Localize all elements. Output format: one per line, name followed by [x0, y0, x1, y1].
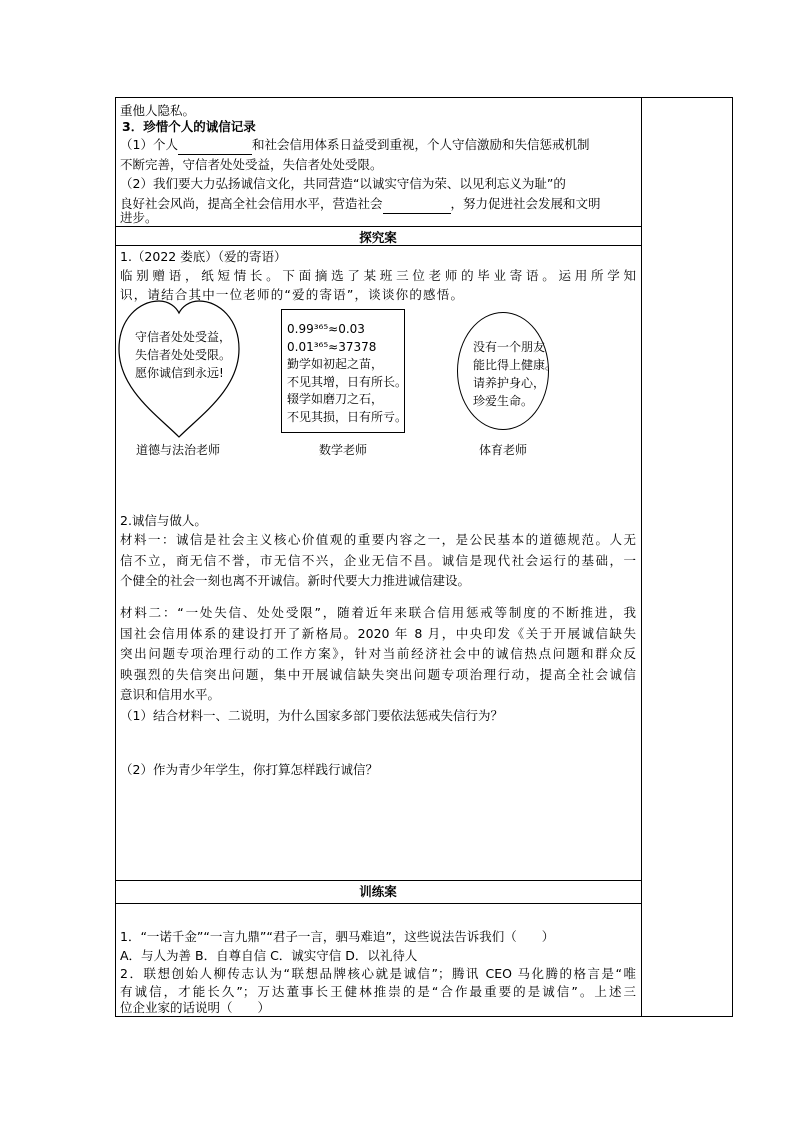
material-1-line3: 个健全的社会一刻也离不开诚信。新时代要大力推进诚信建设。 [120, 573, 471, 588]
row-divider-training-body [115, 903, 641, 904]
paragraph-1-line2: 不断完善，守信者处处受益，失信者处处受限。 [120, 157, 383, 172]
section-heading-3: 3．珍惜个人的诚信记录 [122, 119, 256, 134]
question-1-title: 1.（2022 娄底）（爱的寄语） [120, 249, 287, 264]
training-header: 训练案 [359, 884, 397, 899]
material-2-line4: 映强烈的失信突出问题，集中开展诚信缺失突出问题专项治理行动，提高全社会诚信 [120, 667, 636, 682]
sub-question-2: （2）作为青少年学生，你打算怎样践行诚信？ [120, 762, 378, 777]
material-2-line2: 国社会信用体系的建设打开了新格局。2020 年 8 月，中央印发《关于开展诚信缺失 [120, 626, 636, 641]
training-question-1-options: A．与人为善 B．自尊自信 C．诚实守信 D．以礼待人 [120, 948, 418, 963]
caption-ethics-teacher: 道德与法治老师 [135, 443, 220, 457]
training-question-2-line1: 2．联想创始人柳传志认为“联想品牌核心就是诚信”；腾讯 CEO 马化腾的格言是“唯 [120, 966, 636, 981]
explore-header: 探究案 [359, 230, 397, 245]
training-question-2-line3: 位企业家的话说明（ ） [120, 1000, 271, 1015]
question-1-line1: 临别赠语，纸短情长。下面摘选了某班三位老师的毕业寄语。运用所学知 [120, 268, 636, 283]
paragraph-2-line2: 良好社会风尚，提高全社会信用水平，营造社会 ，努力促进社会发展和文明 [120, 193, 636, 214]
column-divider [641, 97, 642, 1017]
paragraph-2-line3: 进步。 [120, 210, 158, 225]
paragraph-1-line1: （1）个人 和社会信用体系日益受到重视，个人守信激励和失信惩戒机制 [120, 134, 636, 155]
sub-question-1: （1）结合材料一、二说明，为什么国家多部门要依法惩戒失信行为？ [120, 708, 503, 723]
text-line: 重他人隐私。 [120, 103, 196, 118]
paragraph-2-line1: （2）我们要大力弘扬诚信文化，共同营造“以诚实守信为荣、以见利忘义为耻”的 [120, 176, 566, 191]
training-question-1: 1．“一诺千金”“一言九鼎”“君子一言，驷马难追”，这些说法告诉我们（ ） [120, 929, 555, 944]
heart-card-text: 守信者处处受益， 失信者处处受限。 愿你诚信到永远! [135, 330, 232, 380]
caption-math-teacher: 数学老师 [318, 443, 367, 457]
math-card-text: 0.99³⁶⁵≈0.03 0.01³⁶⁵≈37378 勤学如初起之苗， 不见其增，日有所长。 辍学如磨刀之石， 不见其损，日有所亏。 [287, 322, 408, 424]
material-1-line2: 信不立，商无信不誉，市无信不兴，企业无信不昌。诚信是现代社会运行的基础，一 [120, 553, 636, 568]
material-2-line1: 材料二：“一处失信、处处受限”，随着近年来联合信用惩戒等制度的不断推进，我 [120, 605, 636, 620]
training-question-2-line2: 有诚信，才能长久”；万达董事长王健林推崇的是“合作最重要的是诚信”。上述三 [120, 984, 636, 999]
material-2-line5: 意识和信用水平。 [120, 687, 221, 702]
fill-blank-1[interactable] [178, 140, 252, 155]
material-2-line3: 突出问题专项治理行动的工作方案》，针对当前经济社会中的诚信热点问题和群众反 [120, 646, 636, 661]
caption-pe-teacher: 体育老师 [478, 443, 527, 457]
material-1-line1: 材料一：诚信是社会主义核心价值观的重要内容之一，是公民基本的道德规范。人无 [120, 532, 636, 547]
question-2-title: 2.诚信与做人。 [120, 513, 207, 528]
question-1-line2: 识，请结合其中一位老师的“爱的寄语”，谈谈你的感悟。 [120, 287, 465, 302]
pe-card-text: 没有一个朋友 能比得上健康。 请养护身心， 珍爱生命。 [473, 340, 558, 408]
